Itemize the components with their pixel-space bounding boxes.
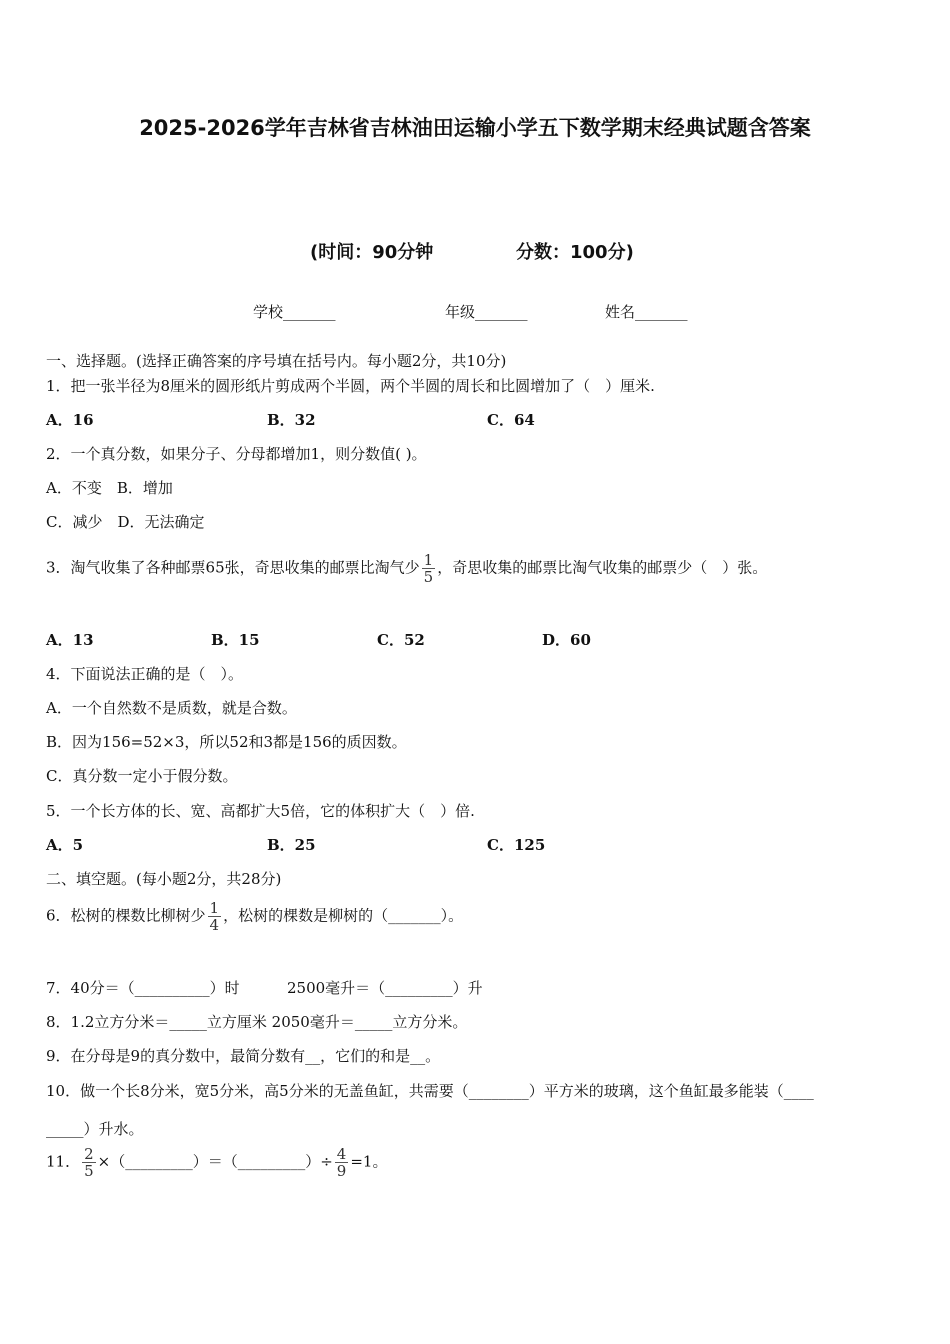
q10-line1[interactable]: 10．做一个长8分米，宽5分米，高5分米的无盖鱼缸，共需要（________）平方米的玻璃，这个鱼缸最多能装（____ (46, 1082, 814, 1100)
q2-stem: 2．一个真分数，如果分子、分母都增加1，则分数值( )。 (46, 445, 427, 463)
q9-stem[interactable]: 9．在分母是9的真分数中，最简分数有__，它们的和是__。 (46, 1047, 441, 1065)
q3-option-a[interactable]: A．13 (46, 631, 94, 649)
q11-frac2-den: 9 (336, 1162, 347, 1180)
q1-stem: 1．把一张半径为8厘米的圆形纸片剪成两个半圆，两个半圆的周长和比圆增加了（ ）厘米. (46, 377, 655, 395)
exam-time: (时间：90分钟 (310, 242, 434, 263)
q6-stem-b[interactable]: ，松树的棵数是柳树的（_______）。 (223, 906, 464, 925)
q3-stem-b: ，奇思收集的邮票比淘气收集的邮票少（ ）张。 (437, 558, 768, 577)
q11-stem (46, 1146, 387, 1179)
q11-number: 11． (46, 1152, 81, 1171)
q11-frac1-num: 2 (84, 1145, 94, 1163)
q3-frac-num: 1 (423, 551, 434, 569)
q11-fraction-1 (82, 1146, 96, 1179)
q4-option-c[interactable]: C．真分数一定小于假分数。 (46, 767, 238, 785)
q3-stem-a: 3．淘气收集了各种邮票65张，奇思收集的邮票比淘气少 (46, 558, 420, 577)
q4-option-a[interactable]: A．一个自然数不是质数，就是合数。 (46, 699, 297, 717)
q6-fraction (208, 900, 222, 933)
q3-frac-den: 5 (423, 568, 434, 586)
q6-stem-a: 6．松树的棵数比柳树少 (46, 906, 206, 925)
q6-stem (46, 900, 463, 933)
q3-fraction (422, 552, 436, 585)
name-field[interactable]: 姓名_______ (605, 303, 688, 321)
q5-option-c[interactable]: C．125 (487, 836, 546, 854)
q3-stem (46, 552, 767, 585)
q4-option-b[interactable]: B．因为156=52×3，所以52和3都是156的质因数。 (46, 733, 407, 751)
q10-line2[interactable]: _____）升水。 (46, 1120, 144, 1138)
q5-option-b[interactable]: B．25 (267, 836, 316, 854)
q5-stem: 5．一个长方体的长、宽、高都扩大5倍，它的体积扩大（ ）倍. (46, 802, 475, 820)
q6-frac-num: 1 (209, 899, 220, 917)
q2-options-row1[interactable]: A．不变 B．增加 (46, 479, 173, 497)
q1-option-b[interactable]: B．32 (267, 411, 316, 429)
section2-heading: 二、填空题。(每小题2分，共28分) (46, 870, 282, 888)
q5-option-a[interactable]: A．5 (46, 836, 84, 854)
q4-stem: 4．下面说法正确的是（ ）。 (46, 665, 244, 683)
q3-option-c[interactable]: C．52 (377, 631, 425, 649)
q3-option-d[interactable]: D．60 (542, 631, 591, 649)
q2-options-row2[interactable]: C．减少 D．无法确定 (46, 513, 205, 531)
q7-part-b[interactable]: 2500毫升＝（_________）升 (287, 979, 483, 997)
q11-frac2-num: 4 (336, 1145, 347, 1163)
page-title: 2025-2026学年吉林省吉林油田运输小学五下数学期末经典试题含答案 (139, 116, 811, 140)
section1-heading: 一、选择题。(选择正确答案的序号填在括号内。每小题2分，共10分) (46, 352, 507, 370)
q11-fraction-2 (335, 1146, 349, 1179)
exam-score: 分数：100分) (516, 242, 634, 263)
q8-stem[interactable]: 8．1.2立方分米＝_____立方厘米 2050毫升＝_____立方分米。 (46, 1013, 468, 1031)
q1-option-a[interactable]: A．16 (46, 411, 94, 429)
q11-frac1-den: 5 (84, 1162, 94, 1180)
q11-mid[interactable]: ×（_________）＝（_________）÷ (97, 1152, 333, 1171)
q6-frac-den: 4 (209, 916, 220, 934)
school-field[interactable]: 学校_______ (253, 303, 336, 321)
q1-option-c[interactable]: C．64 (487, 411, 535, 429)
q7-part-a[interactable]: 7．40分＝（__________）时 (46, 979, 240, 997)
q3-option-b[interactable]: B．15 (211, 631, 260, 649)
q11-tail: =1。 (350, 1152, 388, 1171)
grade-field[interactable]: 年级_______ (445, 303, 528, 321)
